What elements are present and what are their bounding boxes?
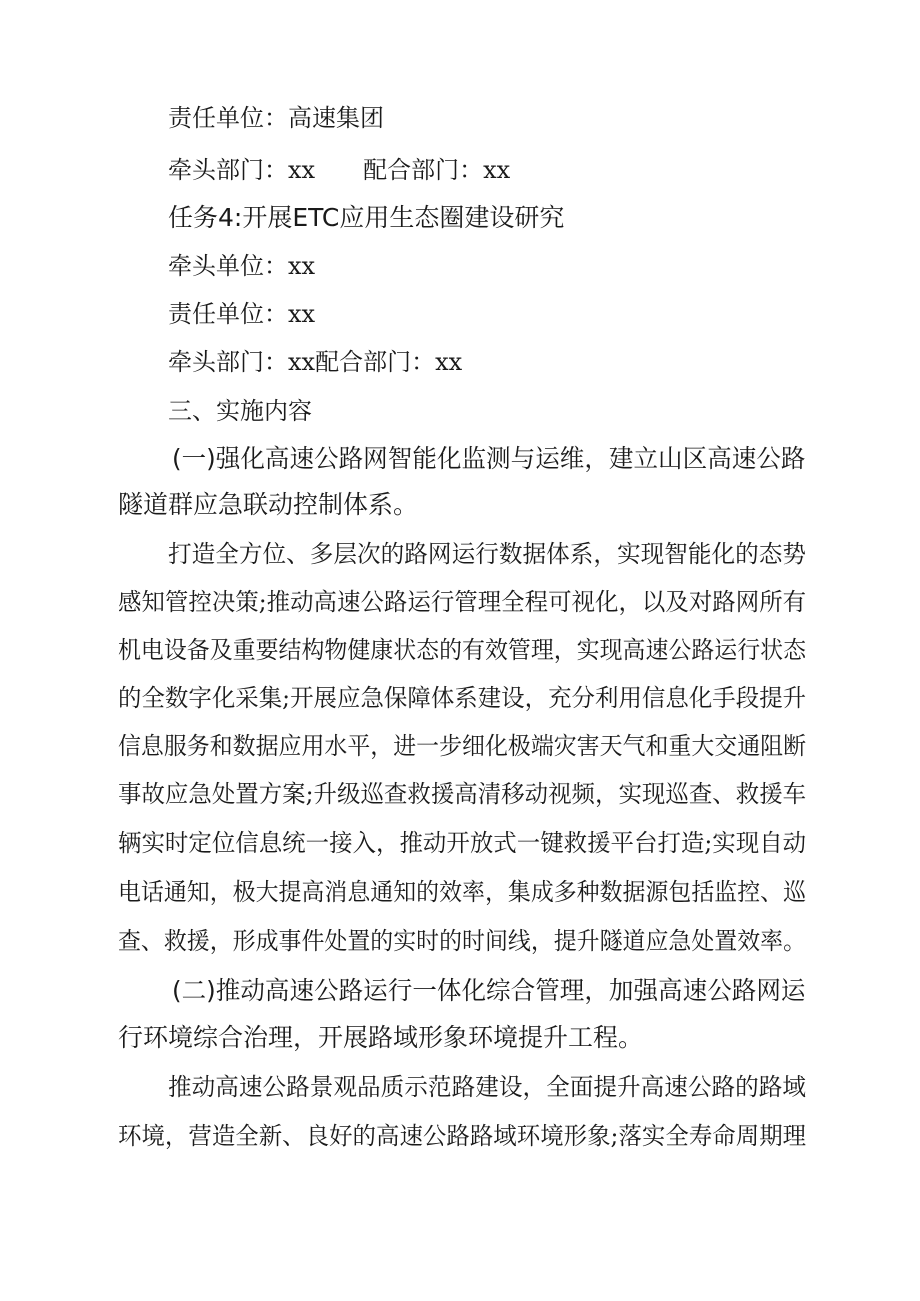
departments-line-2: 牵头部门：xx配合部门：xx (168, 348, 463, 376)
subsection-one-heading-line-1: (一)强化高速公路网智能化监测与运维，建立山区高速公路 (172, 444, 806, 473)
paragraph-one-line: 机电设备及重要结构物健康状态的有效管理，实现高速公路运行状态 (118, 636, 807, 664)
paragraph-two-line: 环境，营造全新、良好的高速公路路域环境形象;落实全寿命周期理 (118, 1122, 807, 1150)
section-three-heading: 三、实施内容 (168, 397, 312, 425)
task-4-heading: 任务4:开展ETC应用生态圈建设研究 (168, 203, 565, 232)
lead-unit-line: 牵头单位：xx (168, 252, 316, 280)
paragraph-one-line: 的全数字化采集;开展应急保障体系建设，充分利用信息化手段提升 (118, 684, 807, 712)
subsection-one-heading-line-2: 隧道群应急联动控制体系。 (118, 490, 419, 519)
paragraph-one-line: 感知管控决策;推动高速公路运行管理全程可视化，以及对路网所有 (118, 588, 807, 616)
subsection-two-heading-line-1: (二)推动高速公路运行一体化综合管理，加强高速公路网运 (172, 976, 806, 1005)
paragraph-one-line: 查、救援，形成事件处置的实时的时间线，提升隧道应急处置效率。 (118, 927, 807, 955)
responsible-unit-line: 责任单位：高速集团 (168, 104, 384, 132)
cooperating-department: 配合部门：xx (363, 156, 511, 184)
subsection-two-heading-line-2: 行环境综合治理，开展路域形象环境提升工程。 (118, 1023, 644, 1052)
lead-department: 牵头部门：xx (168, 156, 316, 184)
paragraph-one-line: 打造全方位、多层次的路网运行数据体系，实现智能化的态势 (168, 540, 807, 568)
paragraph-two-line: 推动高速公路景观品质示范路建设，全面提升高速公路的路域 (168, 1073, 807, 1101)
paragraph-one-line: 电话通知，极大提高消息通知的效率，集成多种数据源包括监控、巡 (118, 878, 807, 906)
paragraph-one-line: 信息服务和数据应用水平，进一步细化极端灾害天气和重大交通阻断 (118, 732, 807, 760)
responsible-unit-line-2: 责任单位：xx (168, 300, 316, 328)
paragraph-one-line: 辆实时定位信息统一接入，推动开放式一键救援平台打造;实现自动 (118, 829, 807, 857)
paragraph-one-line: 事故应急处置方案;升级巡查救援高清移动视频，实现巡查、救援车 (118, 780, 807, 808)
departments-line (168, 154, 510, 186)
